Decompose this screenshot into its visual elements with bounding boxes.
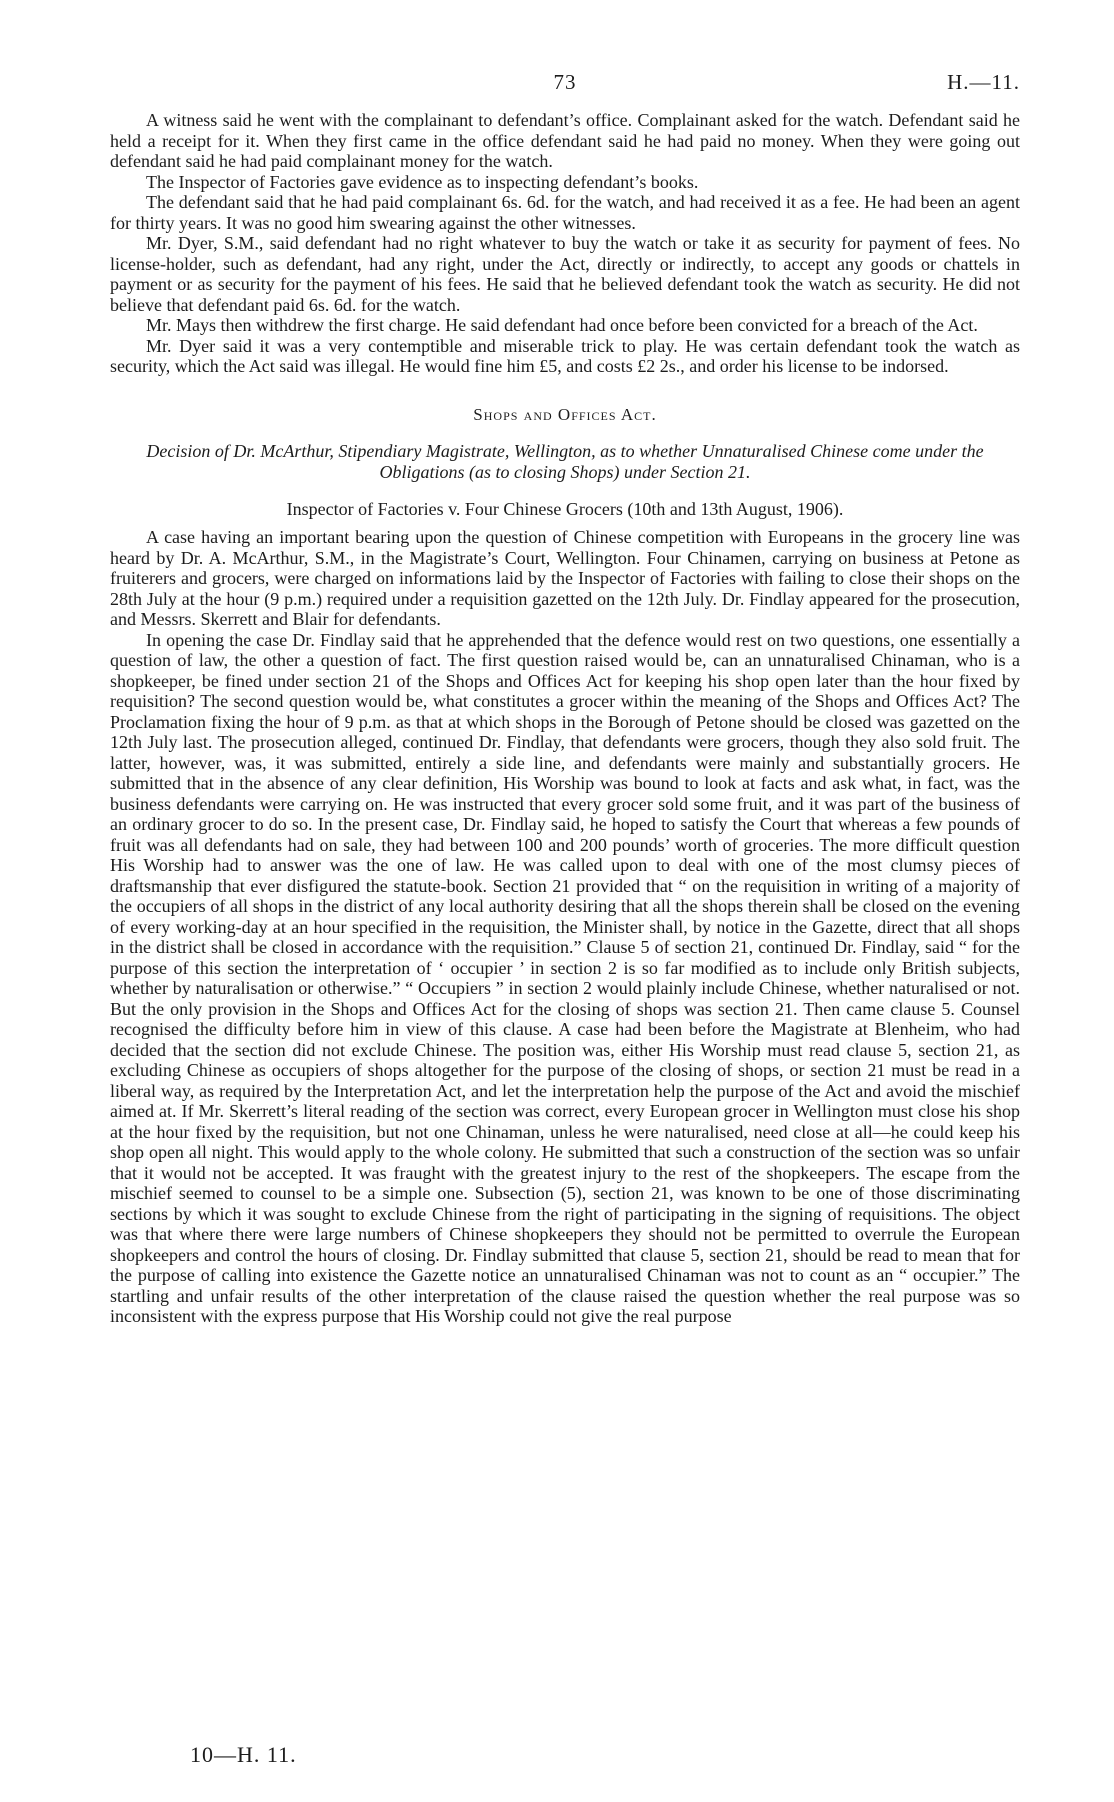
document-reference: H.—11. <box>947 70 1020 94</box>
paragraph: The Inspector of Factories gave evidence as to inspecting defendant’s books. <box>146 171 699 192</box>
paragraph: Mr. Mays then withdrew the first charge. He said defendant had once before been convicted for a breach of the Act. <box>146 315 978 335</box>
paragraph: A case having an important bearing upon the question of Chinese competition with Europeans in the grocery line was heard by Dr. A. McArthur, S.M., in the Magistrate’s Court, Wellington. Four Chinamen, carrying on business at Petone as fruiterers and grocers, were charged on informations laid by the Inspector of Factories with failing to close their shops on the 28th July at the hour (9 p.m.) required under a requisition gazetted on the 12th July. Dr. Findlay appeared for the prosecution, and Messrs. Skerrett and Blair for defendants. <box>110 527 1020 629</box>
paragraph: The defendant said that he had paid complainant 6s. 6d. for the watch, and had received it as a fee. He had been an agent for thirty years. It was no good him swearing against the other witnesses. <box>110 192 1020 233</box>
footer-signature: 10—H. 11. <box>190 1742 297 1767</box>
case-title: Inspector of Factories v. Four Chinese Grocers (10th and 13th August, 1906). <box>286 498 844 519</box>
paragraph: Mr. Dyer said it was a very contemptible and miserable trick to play. He was certain defendant took the watch as security, which the Act said was illegal. He would fine him £5, and costs £2 2s., and order his license to be indorsed. <box>110 335 1020 376</box>
paragraph: A witness said he went with the complainant to defendant’s office. Complainant asked for the watch. Defendant said he held a receipt for it. When they first came in the office defendant said he had paid no money. When they were going out defendant said he had paid complainant money for the watch. <box>110 110 1020 171</box>
section-title: Shops and Offices Act. <box>473 404 657 424</box>
page-number: 73 <box>553 70 577 94</box>
paragraph: In opening the case Dr. Findlay said that he apprehended that the defence would rest on two questions, one essentially a question of law, the other a question of fact. The first question raised would be, can an unnaturalised Chinaman, who is a shopkeeper, be fined under section 21 of the Shops and Offices Act for keeping his shop open later than the hour fixed by requisition? The second question would be, what constitutes a grocer within the meaning of the Shops and Offices Act? The Proclamation fixing the hour of 9 p.m. as that at which shops in the Borough of Petone should be closed was gazetted on the 12th July last. The prosecution alleged, continued Dr. Findlay, that defendants were grocers, though they also sold fruit. The latter, however, was, it was submitted, entirely a side line, and defendants were mainly and substantially grocers. He submitted that in the absence of any clear definition, His Worship was bound to look at facts and ask what, in fact, was the business defendants were carrying on. He was instructed that every grocer sold some fruit, and it was part of the business of an ordinary grocer to do so. In the present case, Dr. Findlay said, he hoped to satisfy the Court that whereas a few pounds of fruit was all defendants had on sale, they had between 100 and 200 pounds’ worth of groceries. The more difficult question His Worship had to answer was the one of law. He was called upon to deal with one of the most clumsy pieces of draftsmanship that ever disfigured the statute-book. Section 21 provided that “ on the requisition in writing of a majority of the occupiers of all shops in the district of any local authority desiring that all the shops therein shall be closed on the evening of every working-day at an hour specified in the requisition, the Minister shall, by notice in the Gazette, direct that all shops in the district shall be closed in accordance with the requisition.” Clause 5 of section 21, continued Dr. Findlay, said “ for the purpose of this section the interpretation of ‘ occupier ’ in section 2 is so far modified as to include only British subjects, whether by naturalisation or otherwise.” “ Occupiers ” in section 2 would plainly include Chinese, whether naturalised or not. But the only provision in the Shops and Offices Act for the closing of shops was section 21. Then came clause 5. Counsel recognised the difficulty before him in view of this clause. A case had been before the Magistrate at Blenheim, who had decided that the section did not exclude Chinese. The position was, either His Worship must read clause 5, section 21, as excluding Chinese as occupiers of shops altogether for the purpose of the closing of shops, or section 21 must be read in a liberal way, as required by the Interpretation Act, and let the interpretation help the purpose of the Act and avoid the mischief aimed at. If Mr. Skerrett’s literal reading of the section was correct, every European grocer in Wellington must close his shop at the hour fixed by the requisition, but not one Chinaman, unless he were naturalised, need close at all—he could keep his shop open all night. This would apply to the whole colony. He submitted that such a construction of the section was so unfair that it would not be accepted. It was fraught with the greatest injury to the rest of the shopkeepers. The escape from the mischief seemed to counsel to be a simple one. Subsection (5), section 21, was known to be one of those discriminating sections by which it was sought to exclude Chinese from the right of participating in the signing of requisitions. The object was that where there were large numbers of Chinese shopkeepers they should not be permitted to overrule the European shopkeepers and control the hours of closing. Dr. Findlay submitted that clause 5, section 21, should be read to mean that for the purpose of calling into existence the Gazette notice an unnaturalised Chinaman was not to count as an “ occupier.” The startling and unfair results of the other interpretation of the clause raised the question whether the real purpose was so inconsistent with the express purpose that His Worship could not give the real purpose <box>110 629 1020 1326</box>
paragraph: Mr. Dyer, S.M., said defendant had no right whatever to buy the watch or take it as security for payment of fees. No license-holder, such as defendant, had any right, under the Act, directly or indirectly, to accept any goods or chattels in payment or as security for the payment of his fees. He said that he believed defendant took the watch as security. He did not believe that defendant paid 6s. 6d. for the watch. <box>110 233 1020 315</box>
decision-heading: Decision of Dr. McArthur, Stipendiary Magistrate, Wellington, as to whether Unnaturalised Chinese come under the Obligations (as to closing Shops) under Section 21. <box>146 440 984 482</box>
document-page <box>110 0 1020 1327</box>
case-paragraphs <box>110 527 1020 1327</box>
page-header <box>110 0 1020 110</box>
top-paragraphs <box>110 110 1020 377</box>
